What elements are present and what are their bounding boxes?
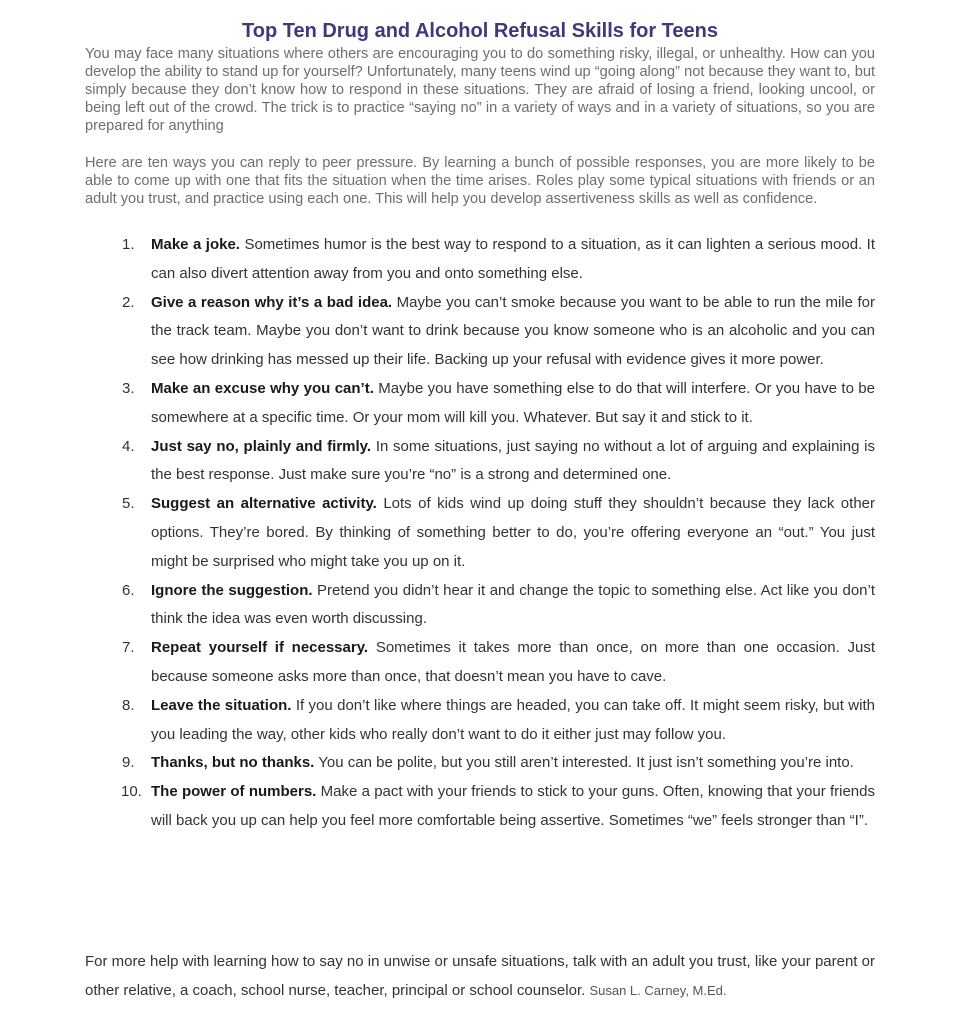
list-item <box>85 231 875 289</box>
item-heading: The power of numbers. <box>151 783 317 801</box>
author-signature: Susan L. Carney, M.Ed. <box>589 982 727 998</box>
list-item <box>85 577 875 635</box>
list-item <box>85 490 875 576</box>
list-item <box>85 749 875 778</box>
list-item <box>85 289 875 375</box>
item-number: 1. <box>122 236 135 253</box>
item-number: 3. <box>122 379 135 397</box>
item-text: Pretend you didn’t hear it and change the topic to something else. Act like you don’t think the idea was even worth discussing. <box>151 581 876 628</box>
item-heading: Repeat yourself if necessary. <box>151 639 369 657</box>
item-heading: Ignore the suggestion. <box>151 581 313 599</box>
closing-paragraph <box>85 948 875 1006</box>
item-heading: Give a reason why it’s a bad idea. <box>151 293 393 311</box>
item-heading: Thanks, but no thanks. <box>151 754 315 772</box>
item-heading: Make a joke. <box>151 236 240 253</box>
closing-text: For more help with learning how to say no in unwise or unsafe situations, talk with an adult you trust, like your parent or other relative, a coach, school nurse, teacher, principal or school counselor. <box>85 953 875 999</box>
item-heading: Make an excuse why you can’t. <box>151 379 374 397</box>
item-text: Maybe you have something else to do that will interfere. Or you have to be somewhere at a specific time. Or your mom will kill you. Whatever. But say it and stick to it. <box>151 379 875 426</box>
item-heading: Just say no, plainly and firmly. <box>151 437 372 455</box>
list-item <box>85 634 875 692</box>
list-item <box>85 433 875 491</box>
item-heading: Suggest an alternative activity. <box>151 495 377 513</box>
page-title: Top Ten Drug and Alcohol Refusal Skills for Teens <box>242 20 718 42</box>
item-heading: Leave the situation. <box>151 696 292 714</box>
item-text: Sometimes it takes more than once, on more than one occasion. Just because someone asks more than once, that doesn’t mean you have to cave. <box>151 639 876 685</box>
item-number: 7. <box>122 639 135 657</box>
item-number: 9. <box>122 754 135 772</box>
list-item <box>85 375 875 433</box>
item-number: 5. <box>122 495 135 513</box>
intro-paragraph: You may face many situations where others are encouraging you to do something risky, illegal, or unhealthy. How can you develop the ability to stand up for yourself? Unfortunately, many teens wind up “going along” not because they want to, but simply because they don’t know how to respond in these situations. They are afraid of losing a friend, looking uncool, or being left out of the crowd. The trick is to practice “saying no” in a variety of ways and in a variety of situations, so you are prepared for anything <box>85 46 875 134</box>
item-number: 10. <box>121 783 142 801</box>
item-text: You can be polite, but you still aren’t interested. It just isn’t something you’re into. <box>318 754 854 772</box>
item-text: Sometimes humor is the best way to respond to a situation, as it can lighten a serious mood. It can also divert attention away from you and onto something else. <box>151 236 875 282</box>
list-item <box>85 778 875 836</box>
item-number: 8. <box>122 696 135 714</box>
item-number: 6. <box>122 581 135 599</box>
item-number: 4. <box>122 437 135 455</box>
intro-paragraph: Here are ten ways you can reply to peer pressure. By learning a bunch of possible responses, you are more likely to be able to come up with one that fits the situation when the time arises. Roles play some typical situations with friends or an adult you trust, and practice using each one. This will help you develop assertiveness skills as well as confidence. <box>85 155 875 207</box>
item-number: 2. <box>122 293 135 311</box>
item-text: In some situations, just saying no without a lot of arguing and explaining is the best response. Just make sure you’re “no” is a strong and determined one. <box>151 437 876 484</box>
item-text: Lots of kids wind up doing stuff they shouldn’t because they lack other options. They’re bored. By thinking of something better to do, you’re offering everyone an “out.” You just might be surprised who might take you up on it. <box>151 495 875 570</box>
item-text: If you don’t like where things are headed, you can take off. It might seem risky, but with you leading the way, other kids who really don’t want to do it either just may follow you. <box>151 696 875 743</box>
list-item <box>85 692 875 750</box>
refusal-skills-list <box>85 231 875 836</box>
item-text: Maybe you can’t smoke because you want to be able to run the mile for the track team. Maybe you don’t want to drink because you know someone who is an alcoholic and you can see how drinking has messed up their life. Backing up your refusal with evidence gives it more power. <box>151 293 875 369</box>
item-text: Make a pact with your friends to stick to your guns. Often, knowing that your friends will back you up can help you feel more comfortable being assertive. Sometimes “we” feels stronger than “I”. <box>151 783 875 829</box>
